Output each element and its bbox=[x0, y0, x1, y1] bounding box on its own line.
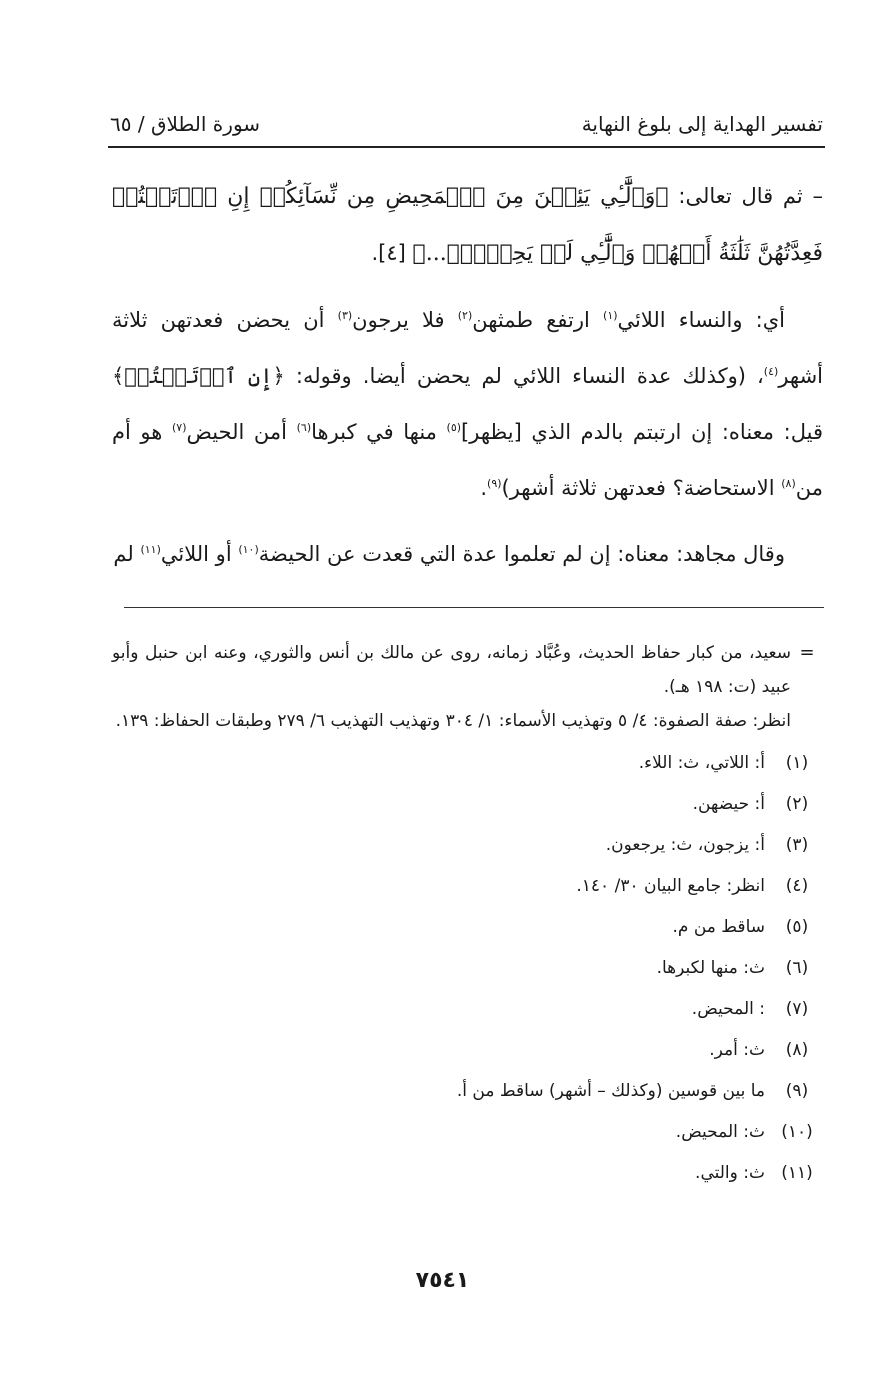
footnote-number: (١) bbox=[785, 752, 809, 773]
continuation-mark: = bbox=[799, 642, 815, 663]
verse-reference: [٤]. bbox=[371, 241, 413, 265]
footnote-item bbox=[112, 947, 823, 988]
footnote-number: (٦) bbox=[785, 957, 809, 978]
main-text bbox=[112, 168, 823, 592]
verse-paragraph: – ثم قال تعالى: ﴿وَٱلَّٰٓـِٔي يَئِسۡنَ مِنَ ٱلۡمَحِيضِ مِن نِّسَآئِكُمۡ إِنِ ٱرۡتَبۡتُمۡ فَعِدَّتُهُنَّ ثَلَٰثَةُ أَشۡهُرٖ وَٱلَّٰٓـِٔي لَمۡ يَحِضۡنَۚ...﴾ [٤]. bbox=[112, 184, 823, 266]
footnote-item bbox=[112, 1111, 823, 1152]
footnote-ref-4[interactable]: (٤) bbox=[763, 365, 779, 378]
footnote-ref-11[interactable]: (١١) bbox=[140, 543, 161, 556]
footnote-text: ث: منها لكبرها. bbox=[656, 957, 765, 978]
footnote-text: ث: المحيض. bbox=[675, 1121, 765, 1142]
page-number: ٧٥٤١ bbox=[415, 1268, 470, 1293]
footnote-number: (٤) bbox=[785, 875, 809, 896]
footnote-text: أ: حيضهن. bbox=[692, 793, 765, 814]
footnote-item bbox=[112, 988, 823, 1029]
footnote-item bbox=[112, 783, 823, 824]
footnote-number: (٩) bbox=[785, 1080, 809, 1101]
footnote-number: (٧) bbox=[785, 998, 809, 1019]
continuation-text: سعيد، من كبار حفاظ الحديث، وعُبَّاد زمانه، روى عن مالك بن أنس والثوري، وعنه ابن حنبل وأبو عبيد (ت: ١٩٨ هـ). انظر: صفة الصفوة: ٤/ ٥ وتهذيب الأسماء: ١/ ٣٠٤ وتهذيب التهذيب ٦/ ٢٧٩ وطبقات الحفاظ: ١٣٩. bbox=[112, 643, 791, 731]
footnote-text: أ: اللاتي، ث: اللاء. bbox=[638, 752, 765, 773]
footnote-item bbox=[112, 906, 823, 947]
header-divider bbox=[108, 146, 825, 148]
footnote-item bbox=[112, 824, 823, 865]
footnote-number: (١١) bbox=[781, 1162, 813, 1183]
footnote-continuation bbox=[112, 636, 823, 738]
footnote-ref-7[interactable]: (٧) bbox=[171, 421, 187, 434]
footnote-text: : المحيض. bbox=[691, 998, 765, 1019]
footnote-text: انظر: جامع البيان ٣٠/ ١٤٠. bbox=[576, 875, 765, 896]
running-header bbox=[110, 106, 823, 142]
footnote-ref-3[interactable]: (٣) bbox=[337, 309, 353, 322]
footnote-ref-2[interactable]: (٢) bbox=[457, 309, 473, 322]
footnote-text: ما بين قوسين (وكذلك – أشهر) ساقط من أ. bbox=[456, 1080, 765, 1101]
footnote-item bbox=[112, 742, 823, 783]
footnote-text: ساقط من م. bbox=[672, 916, 765, 937]
footnote-item bbox=[112, 1029, 823, 1070]
footnote-number: (٨) bbox=[785, 1039, 809, 1060]
footnote-ref-5[interactable]: (٥) bbox=[446, 421, 462, 434]
commentary-paragraph-2: وقال مجاهد: معناه: إن لم تعلموا عدة التي قعدت عن الحيضة$^{(١٠)}$ أو اللائي$^{(١١)}$ لم bbox=[113, 542, 785, 566]
footnote-number: (٥) bbox=[785, 916, 809, 937]
footnote-number: (١٠) bbox=[781, 1121, 813, 1142]
footnote-ref-10[interactable]: (١٠) bbox=[238, 543, 259, 556]
quran-quote: ﴿إِنِ ٱرۡتَبۡتُمۡ﴾ bbox=[112, 364, 285, 388]
footnotes-section bbox=[112, 636, 823, 1193]
footnote-number: (٢) bbox=[785, 793, 809, 814]
surah-page-label: سورة الطلاق / ٦٥ bbox=[110, 112, 261, 136]
commentary-paragraph-1: أي: والنساء اللائي$^{(١)}$ ارتفع طمثهن$^{(٢)}$ فلا يرجون$^{(٣)}$ أن يحضن فعدتهن ثلاثة أشهر$^{(٤)}$، (وكذلك عدة النساء اللائي لم يحضن أيضا. وقوله: ﴿إِنِ ٱرۡتَبۡتُمۡ﴾ قيل: معناه: إن ارتبتم بالدم الذي [يظهر]$^{(٥)}$ منها في كبرها$^{(٦)}$ أمن الحيض$^{(٧)}$ هو أم من$^{(٨)}$ الاستحاضة؟ فعدتهن ثلاثة أشهر)$^{(٩)}$. bbox=[112, 308, 824, 500]
footnote-text: أ: يزجون، ث: يرجعون. bbox=[605, 834, 765, 855]
footnote-ref-1[interactable]: (١) bbox=[603, 309, 618, 322]
footnote-ref-6[interactable]: (٦) bbox=[296, 421, 312, 434]
book-title: تفسير الهداية إلى بلوغ النهاية bbox=[581, 112, 823, 136]
footnote-text: ث: والتي. bbox=[695, 1162, 765, 1183]
footnote-ref-8[interactable]: (٨) bbox=[781, 477, 796, 490]
footnote-text: ث: أمر. bbox=[709, 1039, 765, 1060]
footnote-list bbox=[112, 742, 823, 1193]
footnote-number: (٣) bbox=[785, 834, 809, 855]
quran-verse: ﴿وَٱلَّٰٓـِٔي يَئِسۡنَ مِنَ ٱلۡمَحِيضِ مِن نِّسَآئِكُمۡ إِنِ ٱرۡتَبۡتُمۡ فَعِدَّتُهُنَّ ثَلَٰثَةُ أَشۡهُرٖ وَٱلَّٰٓـِٔي لَمۡ يَحِضۡنَۚ...﴾ bbox=[112, 184, 823, 266]
footnote-divider bbox=[124, 607, 824, 608]
footnote-ref-9[interactable]: (٩) bbox=[487, 477, 502, 490]
footnote-item bbox=[112, 1152, 823, 1193]
footnote-item bbox=[112, 865, 823, 906]
footnote-item bbox=[112, 1070, 823, 1111]
